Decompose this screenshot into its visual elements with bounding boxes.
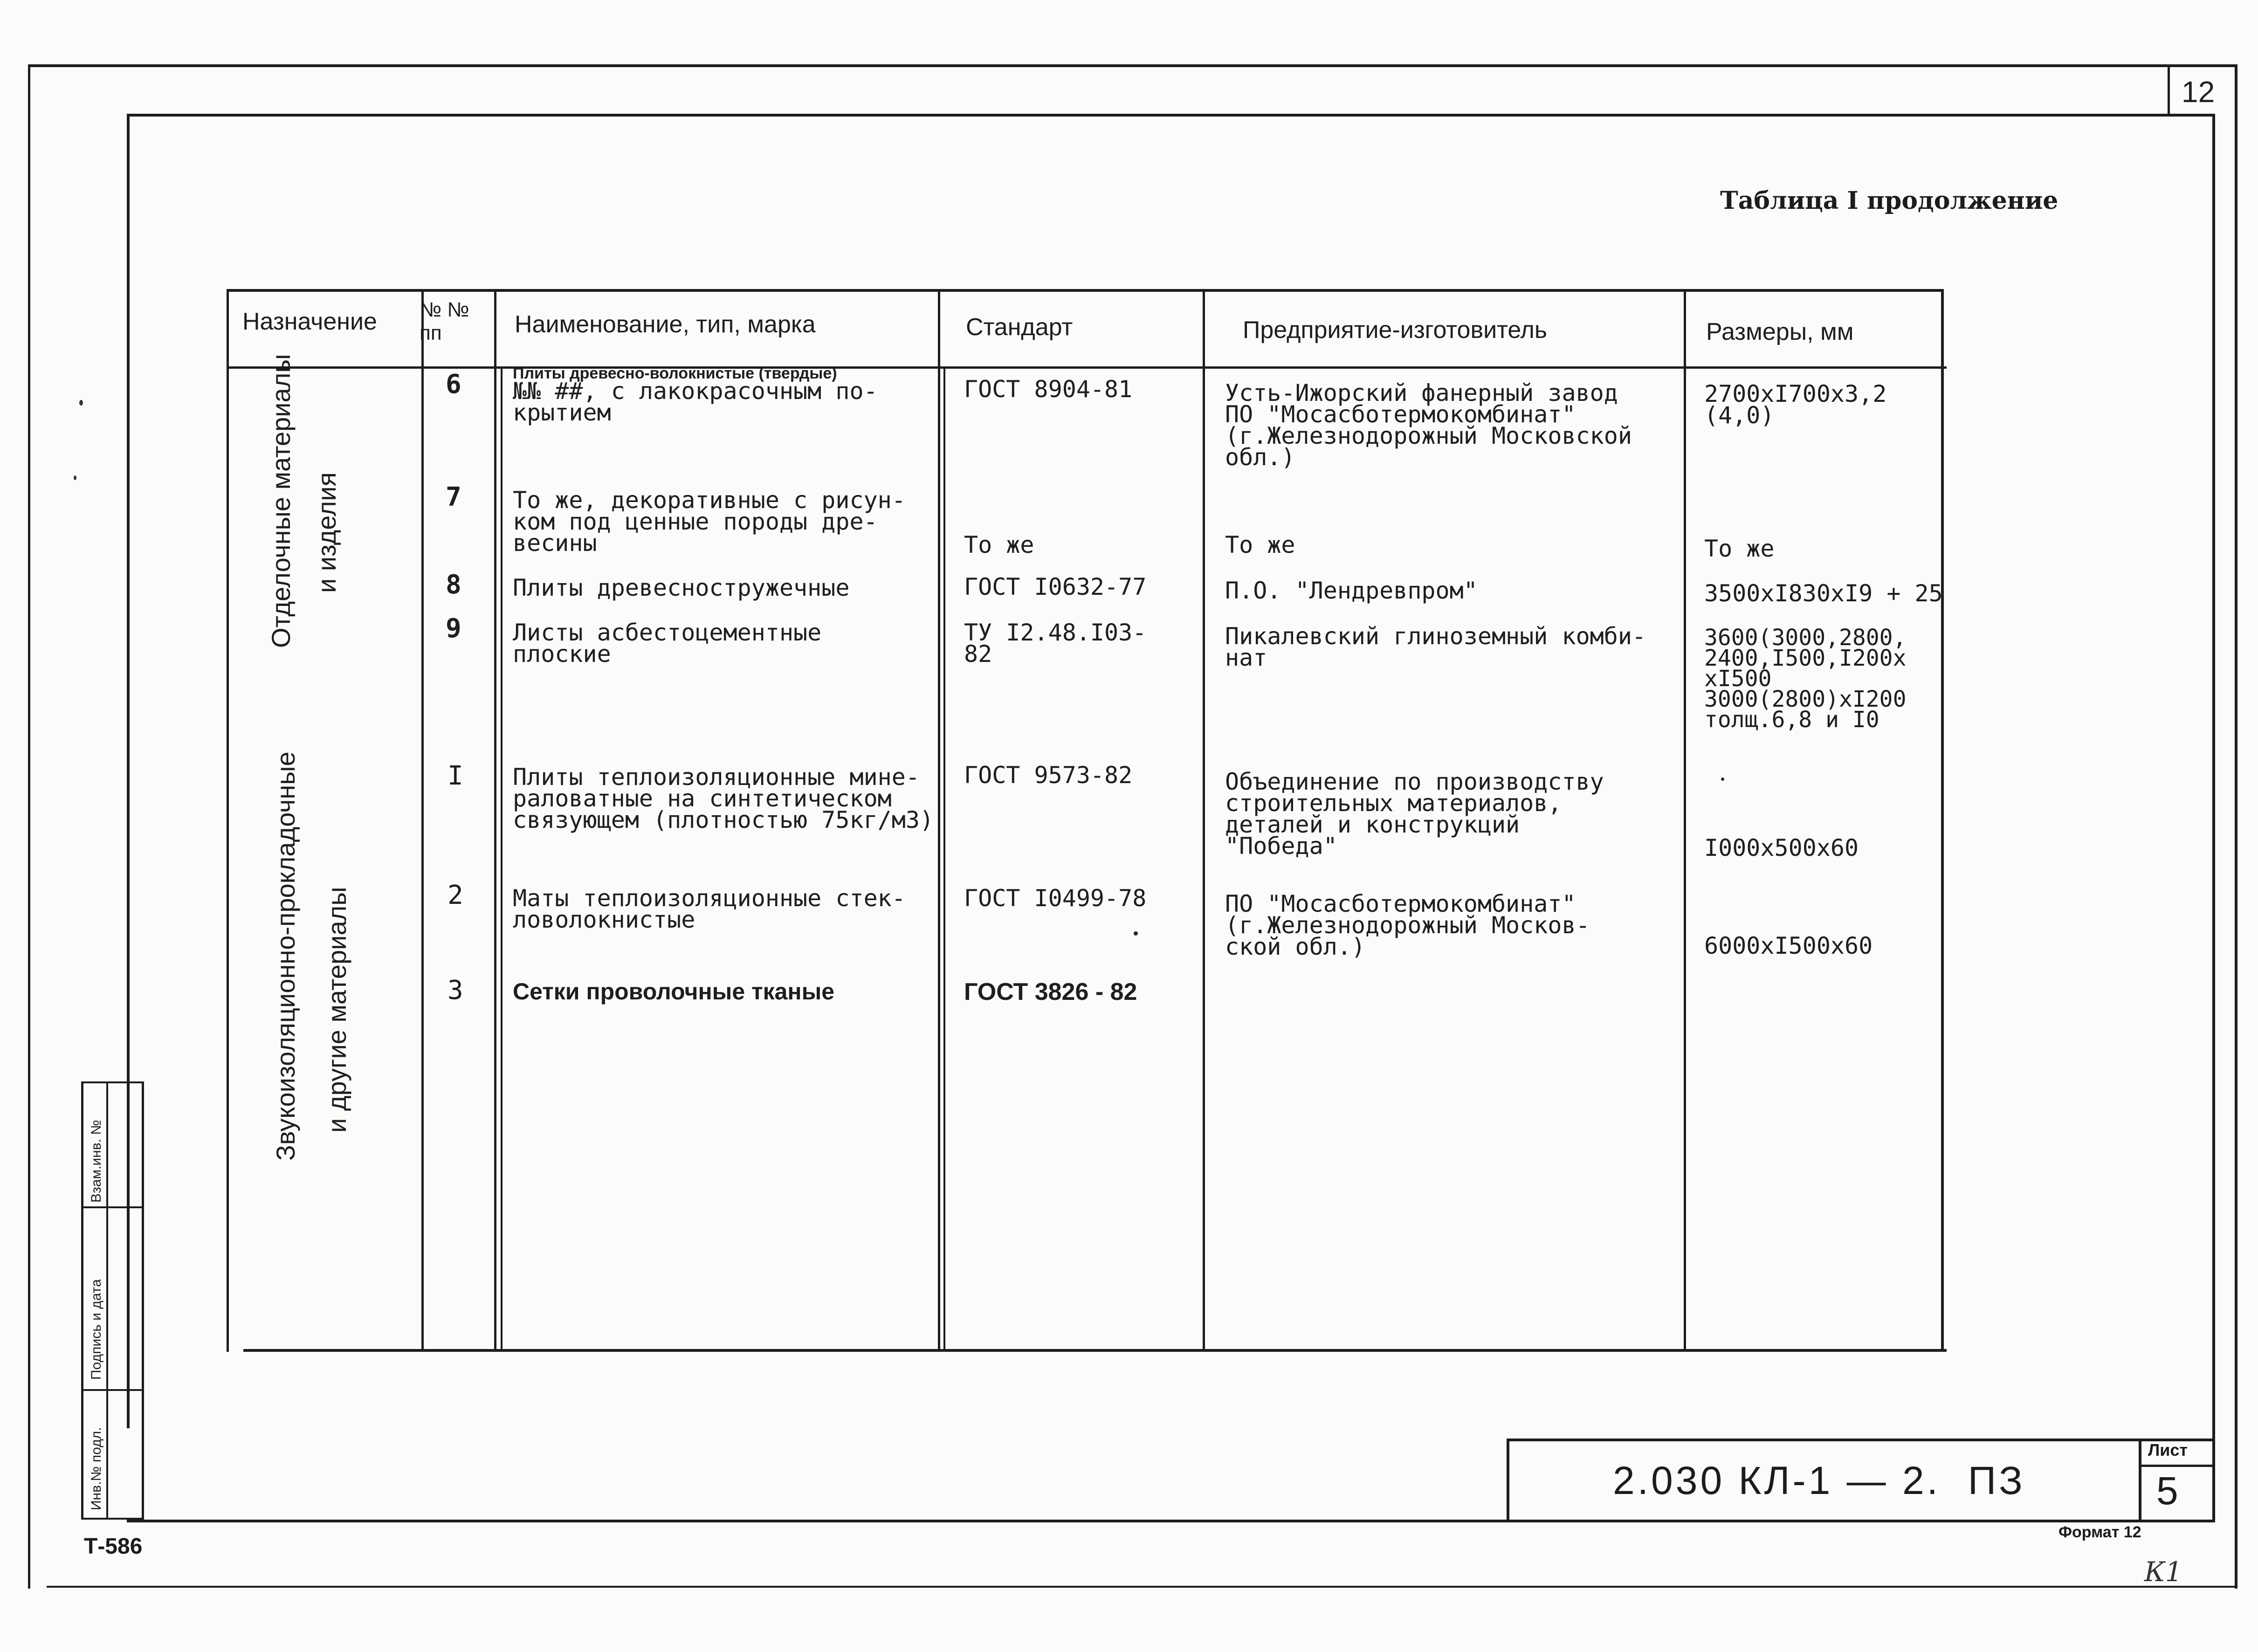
row-9-sizes: 3600(3000,2800, 2400,I500,I200x xI500 3000(2800)xI200 толщ.6,8 и I0 (1704, 625, 1907, 733)
row-2-number: 2 (447, 880, 463, 910)
row-6-standard: ГОСТ 8904-81 (964, 376, 1133, 403)
row-7-sizes: То же (1704, 535, 1775, 562)
sheet-number: 5 (2156, 1469, 2178, 1513)
row-9-number: 9 (446, 613, 461, 644)
row-6-name: №№ ##, с лакокрасочным по- крытием (513, 378, 878, 426)
side-stamp-sign-date: Подпись и дата (89, 1279, 104, 1380)
scan-speck (1721, 778, 1724, 781)
document-code: 2.030 КЛ-1 — 2. ПЗ (1613, 1459, 2025, 1502)
table-caption: Таблица I продолжение (1720, 186, 2058, 215)
side-stamp-left-line (81, 1081, 83, 1520)
table-col-line-4 (1203, 289, 1205, 1352)
side-stamp-right-line (142, 1081, 144, 1520)
table-border-bottom (243, 1349, 1947, 1352)
form-code: Т-586 (84, 1534, 143, 1559)
row-8-manufacturer: П.О. "Лендревпром" (1225, 577, 1478, 604)
row-1-standard: ГОСТ 9573-82 (964, 762, 1133, 789)
row-6-number: 6 (446, 369, 461, 399)
header-purpose: Назначение (242, 308, 377, 335)
row-8-sizes: 3500xI830xI9 + 25 (1704, 580, 1943, 607)
row-2-sizes: 6000xI500x60 (1704, 932, 1873, 959)
table-col-line-1 (421, 289, 424, 1352)
row-3-standard: ГОСТ 3826 - 82 (964, 978, 1137, 1005)
row-8-name: Плиты древесностружечные (513, 574, 850, 601)
sheet-corner-number: 12 (2182, 75, 2215, 109)
side-stamp-top (81, 1081, 143, 1083)
title-block-left (1507, 1439, 1509, 1521)
row-6-sizes: 2700xI700x3,2 (4,0) (1704, 380, 1887, 429)
row-1-name: Плиты теплоизоляционные мине- раловатные на синтетическом связующем (плотностью 75кг/м3) (513, 764, 934, 833)
row-6-manufacturer: Усть-Ижорский фанерный завод ПО "Мосасботермокомбинат" (г.Железнодорожный Московской обл.) (1225, 379, 1632, 471)
row-2-manufacturer: ПО "Мосасботермокомбинат" (г.Железнодорожный Москов- ской обл.) (1225, 890, 1590, 960)
group-finishing-line1: Отделочные материалы (266, 354, 296, 648)
inner-frame-left (127, 114, 130, 1428)
handwritten-mark: К1 (2144, 1556, 2182, 1588)
row-8-number: 8 (446, 570, 461, 600)
inner-frame-top (127, 114, 2215, 117)
row-7-name: То же, декоративные с рисун- ком под ценные породы дре- весины (513, 487, 906, 557)
group-insulation-line2: и другие материалы (322, 887, 351, 1133)
table-col-line-3b (943, 366, 945, 1352)
table-col-line-0 (227, 289, 229, 1352)
inner-frame-right (2212, 114, 2215, 1521)
group-insulation-line1: Звукоизоляционно-прокладочные (271, 751, 300, 1161)
corner-box-divider (2168, 64, 2170, 117)
row-1-number: I (447, 761, 463, 791)
title-block-top (1507, 1439, 2215, 1441)
row-9-standard: ТУ I2.48.I03- 82 (964, 619, 1147, 668)
row-3-name: Сетки проволочные тканые (513, 978, 835, 1005)
inner-frame-bottom (127, 1520, 2215, 1522)
row-6-name-note: Плиты древесно-волокнистые (твердые) (513, 365, 837, 382)
side-stamp-replaced-inv: Взам.инв. № (89, 1120, 104, 1203)
table-col-line-2 (494, 289, 496, 1352)
header-sizes: Размеры, мм (1706, 318, 1854, 345)
outer-frame-right (2235, 64, 2237, 1589)
row-7-number: 7 (446, 482, 461, 512)
row-1-manufacturer: Объединение по производству строительных материалов, деталей и конструкций "Победа" (1225, 768, 1604, 860)
row-9-name: Листы асбестоцементные плоские (513, 619, 822, 668)
outer-frame-bottom (47, 1586, 2237, 1588)
table-border-top (227, 289, 1944, 292)
table-col-line-5 (1684, 289, 1686, 1352)
row-2-standard: ГОСТ I0499-78 (964, 885, 1147, 912)
scan-speck (1134, 931, 1138, 936)
side-stamp-div-2 (81, 1389, 143, 1391)
sheet-label: Лист (2148, 1440, 2188, 1459)
outer-frame-top (28, 64, 2237, 67)
row-1-sizes: I000x500x60 (1704, 834, 1859, 861)
scan-speck (74, 475, 76, 480)
header-name: Наименование, тип, марка (515, 311, 816, 338)
row-8-standard: ГОСТ I0632-77 (964, 573, 1147, 600)
table-col-line-3 (938, 289, 940, 1352)
outer-frame-left (28, 64, 30, 1589)
row-7-standard: То же (964, 531, 1034, 558)
side-stamp-inv-orig: Инв.№ подл. (89, 1427, 104, 1510)
row-7-manufacturer: То же (1225, 531, 1295, 558)
title-block-sheet-divider (2139, 1439, 2141, 1521)
side-stamp-div-1 (81, 1206, 143, 1208)
table-col-line-2b (501, 366, 503, 1352)
format-label: Формат 12 (2058, 1523, 2141, 1541)
table-col-line-6 (1941, 289, 1944, 1352)
row-3-number: 3 (447, 975, 463, 1005)
row-9-manufacturer: Пикалевский глиноземный комби- нат (1225, 623, 1646, 671)
group-finishing-line2: и изделия (312, 472, 341, 593)
side-stamp-inner-line (106, 1081, 108, 1520)
header-standard: Стандарт (966, 314, 1073, 341)
title-block-sheet-hdr-line (2139, 1465, 2215, 1467)
side-stamp-bottom (81, 1518, 143, 1520)
scan-speck (79, 400, 83, 406)
header-manufacturer: Предприятие-изготовитель (1243, 317, 1547, 344)
header-number: № № пп (420, 298, 469, 344)
table-header-bottom (227, 366, 1947, 369)
row-2-name: Маты теплоизоляционные стек- ловолокнистые (513, 885, 906, 933)
